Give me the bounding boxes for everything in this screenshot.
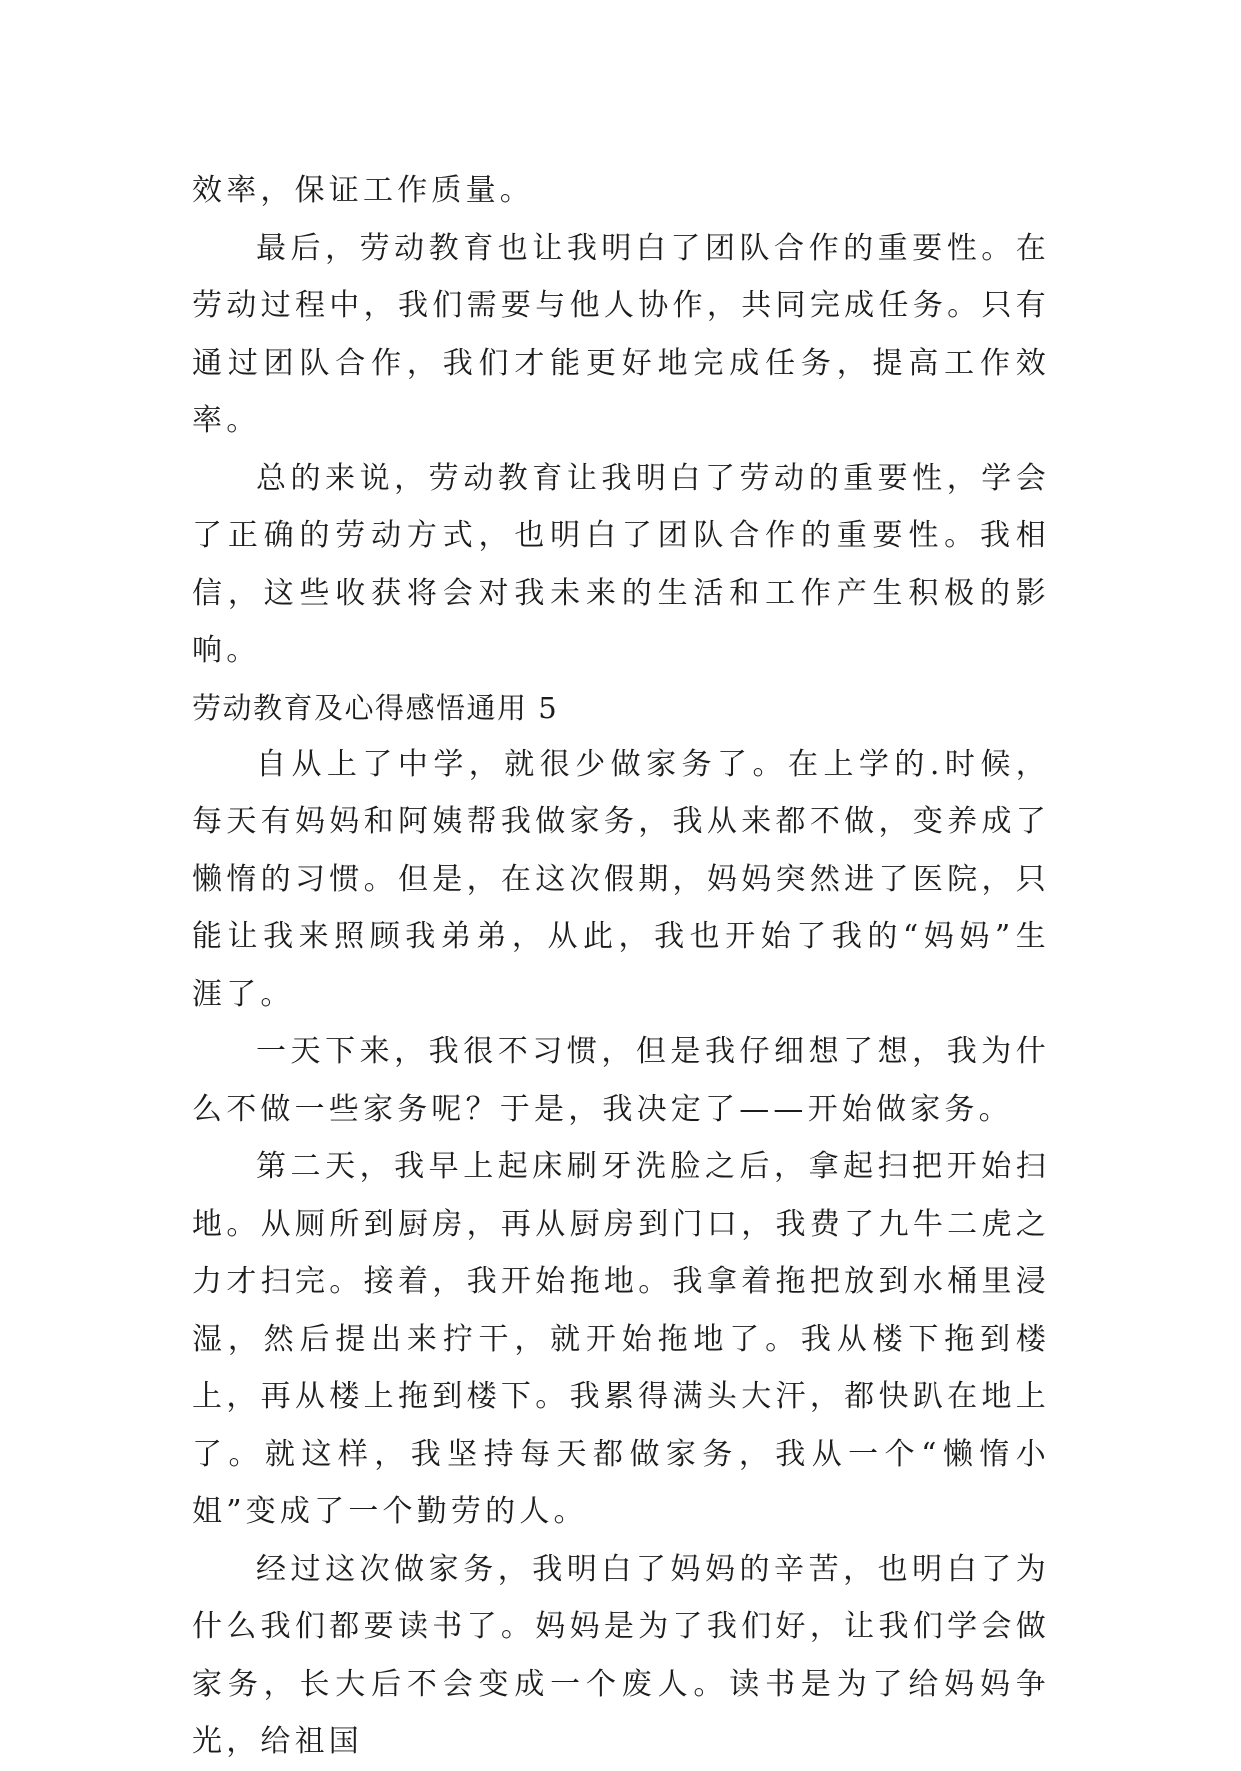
paragraph-teamwork: 最后，劳动教育也让我明白了团队合作的重要性。在劳动过程中，我们需要与他人协作，共同完成任务。只有通过团队合作，我们才能更好地完成任务，提高工作效率。 (192, 230, 1050, 438)
paragraph-reflection: 经过这次做家务，我明白了妈妈的辛苦，也明白了为什么我们都要读书了。妈妈是为了我们好，让我们学会做家务，长大后不会变成一个废人。读书是为了给妈妈争光，给祖国 (192, 1551, 1050, 1759)
paragraph-decision: 一天下来，我很不习惯，但是我仔细想了想，我为什么不做一些家务呢？于是，我决定了——开始做家务。 (192, 1034, 1050, 1127)
paragraph-housework: 第二天，我早上起床刷牙洗脸之后，拿起扫把开始扫地。从厕所到厨房，再从厨房到门口，我费了九牛二虎之力才扫完。接着，我开始拖地。我拿着拖把放到水桶里浸湿，然后提出来拧干，就开始拖地了。我从楼下拖到楼上，再从楼上拖到楼下。我累得满头大汗，都快趴在地上了。就这样，我坚持每天都做家务，我从一个“懒惰小姐”变成了一个勤劳的人。 (192, 1149, 1050, 1529)
paragraph-continued: 效率，保证工作质量。 (192, 173, 534, 208)
section-heading: 劳动教育及心得感悟通用 5 (192, 690, 559, 725)
document-body (192, 162, 1050, 1771)
paragraph-summary: 总的来说，劳动教育让我明白了劳动的重要性，学会了正确的劳动方式，也明白了团队合作的重要性。我相信，这些收获将会对我未来的生活和工作产生积极的影响。 (192, 460, 1050, 668)
paragraph-middle-school: 自从上了中学，就很少做家务了。在上学的.时候，每天有妈妈和阿姨帮我做家务，我从来都不做，变养成了懒惰的习惯。但是，在这次假期，妈妈突然进了医院，只能让我来照顾我弟弟，从此，我也开始了我的“妈妈”生涯了。 (192, 746, 1050, 1012)
